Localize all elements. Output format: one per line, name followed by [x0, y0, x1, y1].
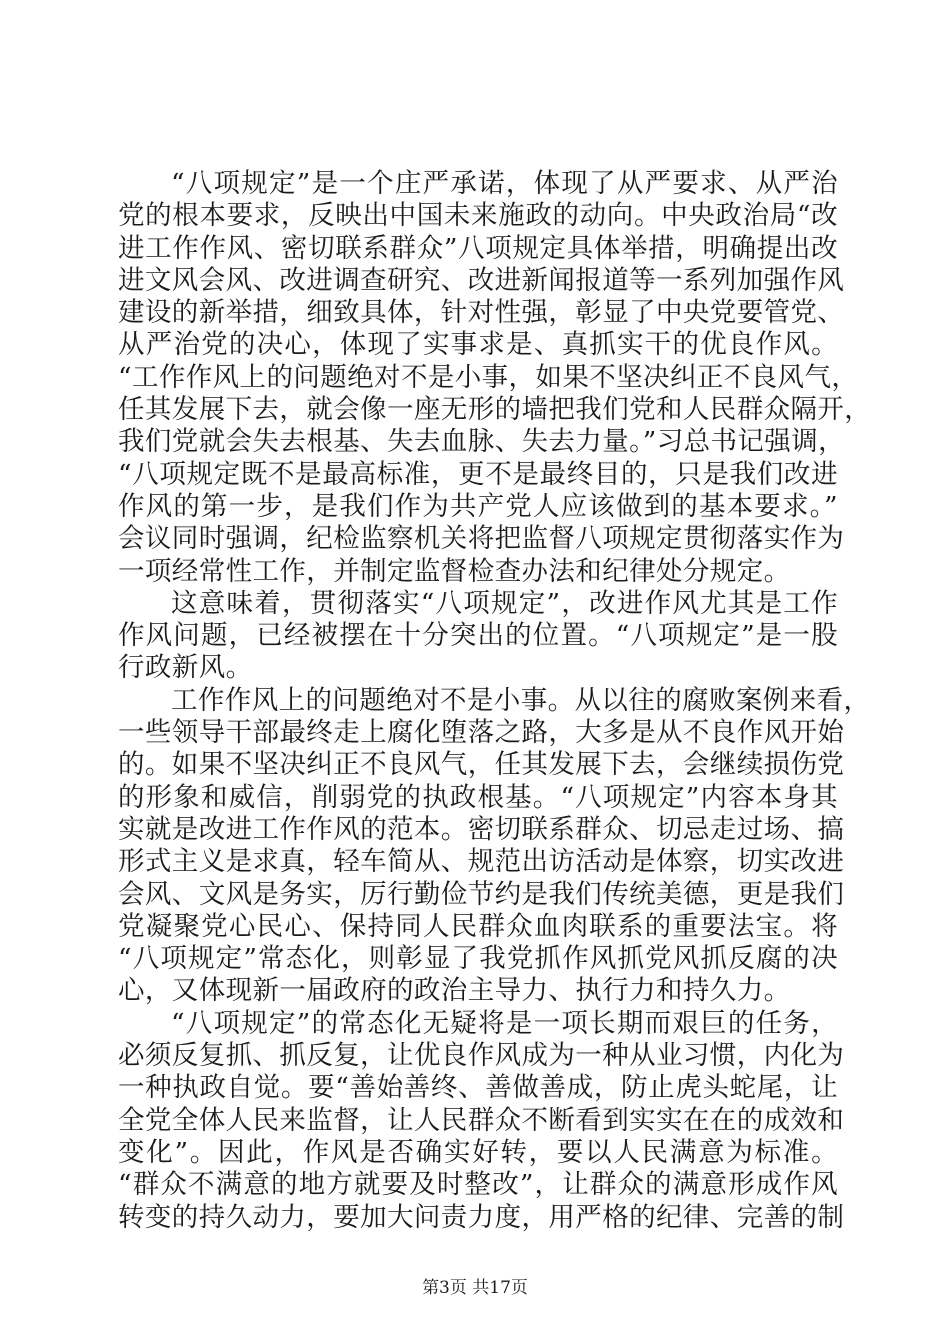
text-line: 我们党就会失去根基、失去血脉、失去力量。”习总书记强调，: [118, 426, 845, 458]
text-line: 作风问题，已经被摆在十分突出的位置。“八项规定”是一股: [118, 620, 838, 652]
text-line: 心，又体现新一届政府的政治主导力、执行力和持久力。: [118, 975, 791, 1007]
text-line: 变化”。因此，作风是否确实好转，要以人民满意为标准。: [118, 1136, 838, 1168]
text-line: 的。如果不坚决纠正不良风气，任其发展下去，会继续损伤党: [118, 749, 845, 781]
text-line: 实就是改进工作作风的范本。密切联系群众、切忌走过场、搞: [118, 813, 845, 845]
text-line: 从严治党的决心，体现了实事求是、真抓实干的优良作风。: [118, 329, 838, 361]
text-line: 全党全体人民来监督，让人民群众不断看到实实在在的成效和: [118, 1104, 845, 1136]
text-line: “八项规定”是一个庄严承诺，体现了从严要求、从严治: [171, 168, 838, 199]
text-line: 工作作风上的问题绝对不是小事。从以往的腐败案例来看，: [171, 684, 871, 716]
text-line: 形式主义是求真，轻车简从、规范出访活动是体察，切实改进: [118, 846, 845, 878]
text-line: 作风的第一步，是我们作为共产党人应该做到的基本要求。”: [118, 490, 838, 522]
text-line: “八项规定”的常态化无疑将是一项长期而艰巨的任务，: [171, 1007, 838, 1039]
text-line: 会风、文风是务实，厉行勤俭节约是我们传统美德，更是我们: [118, 878, 845, 910]
text-line: 党的根本要求，反映出中国未来施政的动向。中央政治局“改: [118, 200, 838, 232]
text-line: “群众不满意的地方就要及时整改”，让群众的满意形成作风: [118, 1169, 838, 1201]
text-line: 会议同时强调，纪检监察机关将把监督八项规定贯彻落实作为: [118, 523, 845, 555]
text-line: 一种执政自觉。要“善始善终、善做善成，防止虎头蛇尾，让: [118, 1072, 838, 1104]
text-line: 转变的持久动力，要加大问责力度，用严格的纪律、完善的制: [118, 1201, 845, 1233]
text-line: 进工作作风、密切联系群众”八项规定具体举措，明确提出改: [118, 232, 838, 264]
text-line: 党凝聚党心民心、保持同人民群众血肉联系的重要法宝。将: [118, 910, 838, 942]
page-footer: 第3页 共17页: [422, 1278, 528, 1298]
text-line: 一些领导干部最终走上腐化堕落之路，大多是从不良作风开始: [118, 717, 845, 749]
document-body: [118, 168, 872, 1234]
text-line: 行政新风。: [118, 652, 253, 684]
text-line: “八项规定”常态化，则彰显了我党抓作风抓党风抓反腐的决: [118, 943, 838, 975]
text-line: 必须反复抓、抓反复，让优良作风成为一种从业习惯，内化为: [118, 1040, 845, 1072]
text-line: 进文风会风、改进调查研究、改进新闻报道等一系列加强作风: [118, 264, 845, 296]
text-line: “工作作风上的问题绝对不是小事，如果不坚决纠正不良风气，: [118, 361, 859, 393]
text-line: 一项经常性工作，并制定监督检查办法和纪律处分规定。: [118, 555, 791, 587]
text-line: 这意味着，贯彻落实“八项规定”，改进作风尤其是工作: [171, 587, 838, 619]
text-line: 任其发展下去，就会像一座无形的墙把我们党和人民群众隔开，: [118, 394, 872, 426]
text-line: 建设的新举措，细致具体，针对性强，彰显了中央党要管党、: [118, 297, 845, 329]
text-line: 的形象和威信，削弱党的执政根基。“八项规定”内容本身其: [118, 781, 838, 813]
text-line: “八项规定既不是最高标准，更不是最终目的，只是我们改进: [118, 458, 838, 490]
